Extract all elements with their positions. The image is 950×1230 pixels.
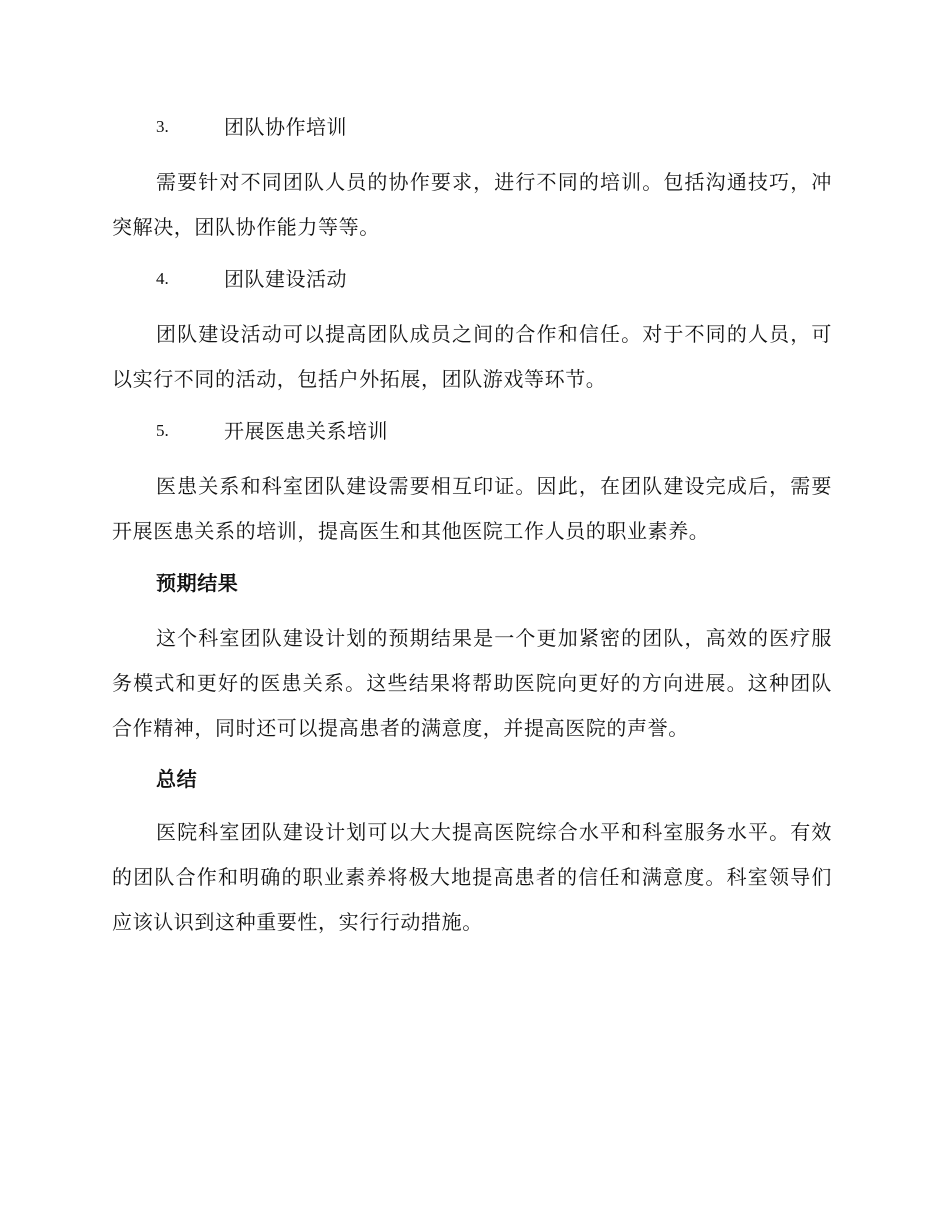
list-title: 团队协作培训 [224,115,347,139]
section-heading-summary: 总结 [156,767,198,791]
list-number: 3. [156,117,169,136]
list-title: 团队建设活动 [224,267,347,291]
list-item-4-heading [156,262,347,296]
expected-results-body: 这个科室团队建设计划的预期结果是一个更加紧密的团队，高效的医疗服务模式和更好的医患关系。这些结果将帮助医院向更好的方向进展。这种团队合作精神，同时还可以提高患者的满意度，并提高医院的声誉。 [112,626,832,740]
list-item-3-body: 需要针对不同团队人员的协作要求，进行不同的培训。包括沟通技巧，冲突解决，团队协作能力等等。 [112,170,832,239]
list-title: 开展医患关系培训 [224,419,388,443]
list-item-4-body: 团队建设活动可以提高团队成员之间的合作和信任。对于不同的人员，可以实行不同的活动，包括户外拓展，团队游戏等环节。 [112,322,832,391]
section-heading-expected-results: 预期结果 [156,571,239,595]
list-item-5-body: 医患关系和科室团队建设需要相互印证。因此，在团队建设完成后，需要开展医患关系的培训，提高医生和其他医院工作人员的职业素养。 [112,474,832,543]
list-item-3-heading [156,110,347,144]
list-number: 4. [156,269,169,288]
list-number: 5. [156,421,169,440]
summary-body: 医院科室团队建设计划可以大大提高医院综合水平和科室服务水平。有效的团队合作和明确的职业素养将极大地提高患者的信任和满意度。科室领导们应该认识到这种重要性，实行行动措施。 [112,820,832,934]
list-item-5-heading [156,414,388,448]
